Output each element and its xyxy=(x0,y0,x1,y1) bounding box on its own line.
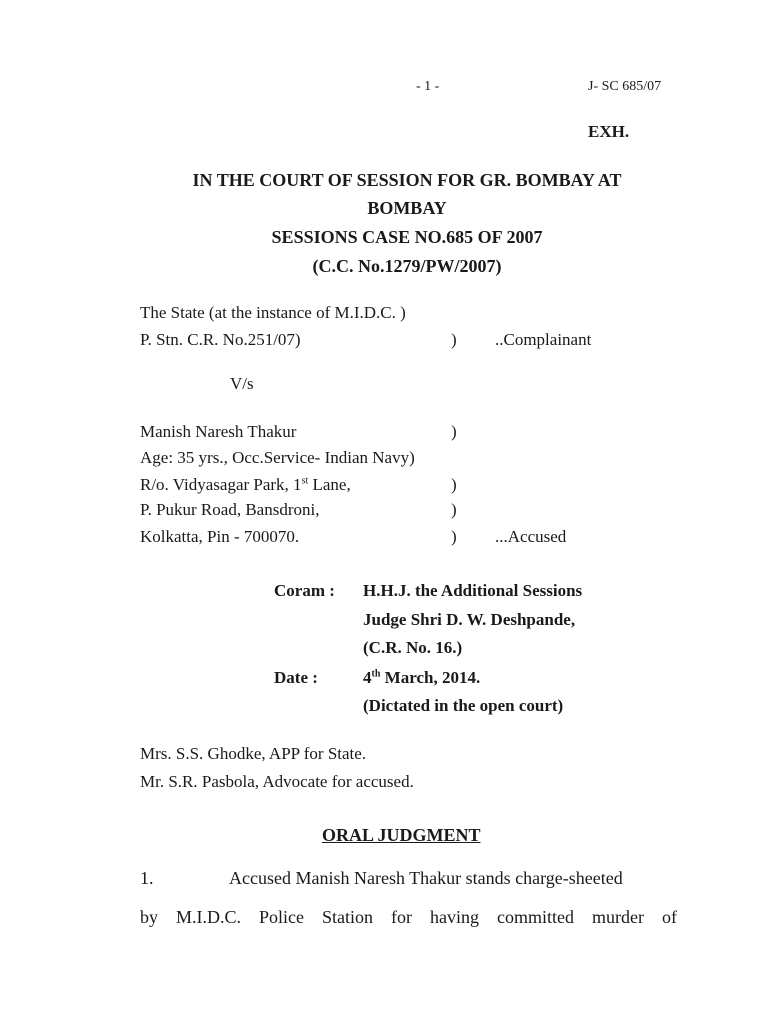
accused-paren-1: ) xyxy=(451,422,457,441)
exhibit-label: EXH. xyxy=(588,122,630,141)
complainant-paren: ) xyxy=(451,330,457,349)
complainant-role: ..Complainant xyxy=(495,330,592,349)
accused-address-line3: Kolkatta, Pin - 700070. xyxy=(140,527,300,546)
accused-paren-2: ) xyxy=(451,475,457,494)
page-number: - 1 - xyxy=(416,79,440,94)
accused-paren-4: ) xyxy=(451,527,457,546)
case-reference: J- SC 685/07 xyxy=(588,79,662,94)
appearance-defence: Mr. S.R. Pasbola, Advocate for accused. xyxy=(140,772,414,791)
coram-line1: H.H.J. the Additional Sessions xyxy=(363,581,583,600)
appearance-prosecution: Mrs. S.S. Ghodke, APP for State. xyxy=(140,744,367,763)
paragraph-line1: Accused Manish Naresh Thakur stands charge-sheeted xyxy=(229,868,623,888)
court-title-line1: IN THE COURT OF SESSION FOR GR. BOMBAY AT xyxy=(192,170,622,190)
accused-age: Age: 35 yrs., Occ.Service- Indian Navy) xyxy=(140,448,415,467)
coram-line2: Judge Shri D. W. Deshpande, xyxy=(363,610,576,629)
sessions-case-number: SESSIONS CASE NO.685 OF 2007 xyxy=(271,227,543,247)
accused-address-line2: P. Pukur Road, Bansdroni, xyxy=(140,500,320,519)
paragraph-number: 1. xyxy=(140,868,154,888)
dictation-note: (Dictated in the open court) xyxy=(363,696,564,715)
accused-name: Manish Naresh Thakur xyxy=(140,422,297,441)
coram-line3: (C.R. No. 16.) xyxy=(363,638,463,657)
accused-role: ...Accused xyxy=(495,527,567,546)
versus-label: V/s xyxy=(230,374,254,393)
date-value: 4th March, 2014. xyxy=(363,668,481,687)
date-label: Date : xyxy=(274,668,318,687)
court-title-line2: BOMBAY xyxy=(367,198,447,218)
accused-address-line1: R/o. Vidyasagar Park, 1st Lane, xyxy=(140,475,351,494)
complainant-line1: The State (at the instance of M.I.D.C. ) xyxy=(140,303,406,322)
coram-label: Coram : xyxy=(274,581,335,600)
paragraph-line2: by M.I.D.C. Police Station for having committed murder of xyxy=(140,907,677,927)
accused-paren-3: ) xyxy=(451,500,457,519)
judgment-heading: ORAL JUDGMENT xyxy=(322,825,481,845)
complainant-line2: P. Stn. C.R. No.251/07) xyxy=(140,330,301,349)
cc-number: (C.C. No.1279/PW/2007) xyxy=(312,256,502,276)
